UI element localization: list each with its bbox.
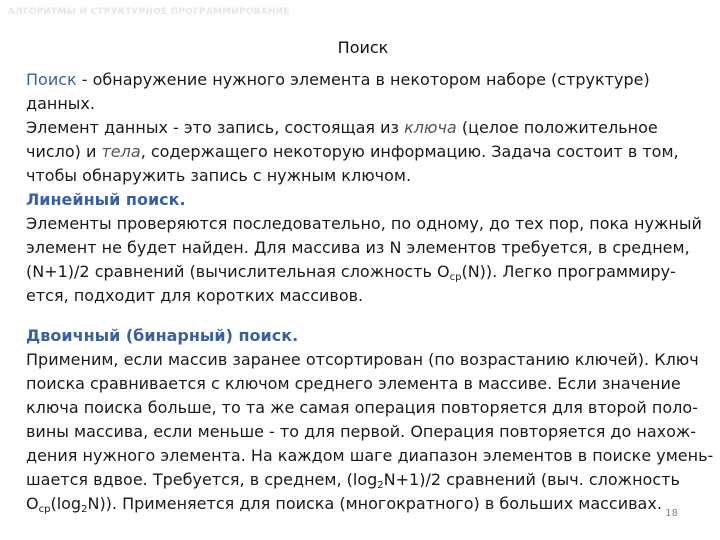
linear-search-heading: Линейный поиск.	[26, 190, 186, 209]
slide-content	[26, 68, 716, 516]
linear-search-section	[26, 188, 716, 308]
binary-search-heading: Двоичный (бинарный) поиск.	[26, 326, 299, 345]
intro-definition: - обнаружение нужного элемента в некотором наборе (структуре) данных.	[26, 70, 650, 113]
intro-paragraph: Поиск - обнаружение нужного элемента в некотором наборе (структуре) данных. Элемент данных - это запись, состоящая из ключа (целое положительное число) и тела, содержащего некоторую информацию. Задача состоит в том, чтобы обнаружить запись с нужным ключом.	[26, 70, 679, 185]
linear-search-text: Элементы проверяются последовательно, по одному, до тех пор, пока нужный элемент не будет найден. Для массива из N элементов требуется, в среднем, (N+1)/2 сравнений (вычислительная сложность $O_{ср}(N)$). Легко программиру-ется, подходит для коротких массивов.	[26, 214, 702, 305]
binary-search-text: Применим, если массив заранее отсортирован (по возрастанию ключей). Ключ поиска сравнивается с ключом среднего элемента в массиве. Если значение ключа поиска больше, то та же самая операция повторяется для второй поло-вины массива, если меньше - то для первой. Операция повторяется до нахож-дения нужного элемента. На каждом шаге диапазон элементов в поиске умень-шается вдвое. Требуется, в среднем, $(\log_2N+1)/2$ сравнений (выч. сложность $O_{ср}(\log_2N)$). Применяется для поиска (многократного) в больших массивах.	[26, 350, 714, 515]
slide-title: Поиск	[337, 38, 389, 57]
intro-term: Поиск	[26, 70, 77, 89]
binary-search-section	[26, 324, 716, 516]
body-word: тела	[101, 142, 141, 161]
slide-header: АЛГОРИТМЫ И СТРУКТУРНОЕ ПРОГРАММИРОВАНИЕ	[8, 7, 290, 17]
key-word: ключа	[404, 118, 457, 137]
page-number: 18	[665, 508, 678, 519]
